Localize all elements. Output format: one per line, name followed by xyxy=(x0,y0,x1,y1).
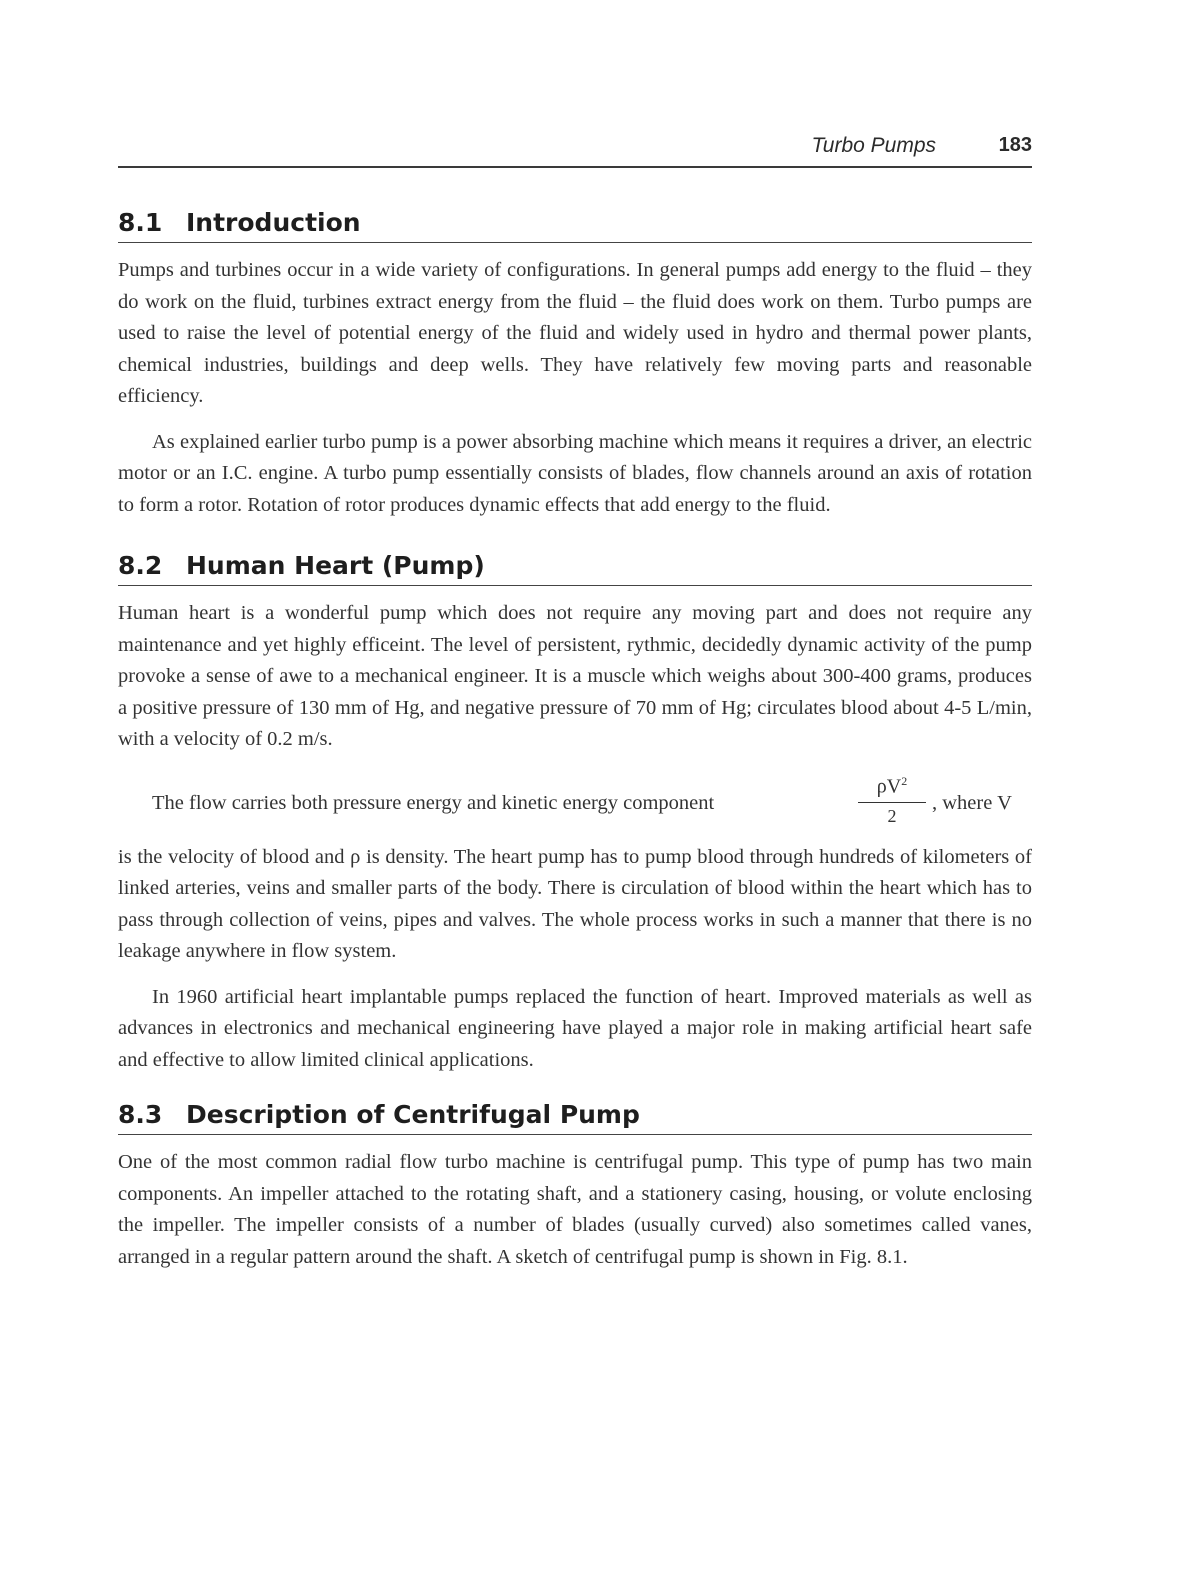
paragraph: One of the most common radial flow turbo machine is centrifugal pump. This type of pump has two main components. An impeller attached to the rotating shaft, and a stationery casing, housing, or volute enclosing the impeller. The impeller consists of a number of blades (usually curved) also sometimes called vanes, arranged in a regular pattern around the shaft. A sketch of centrifugal pump is shown in Fig. 8.1. xyxy=(118,1151,1032,1268)
running-header xyxy=(118,130,1032,168)
book-page xyxy=(118,130,1032,1273)
section-number: 8.2 xyxy=(118,551,163,580)
fraction-denominator: 2 xyxy=(887,806,897,827)
paragraph: As explained earlier turbo pump is a power absorbing machine which means it requires a driver, an electric motor or an I.C. engine. A turbo pump essentially consists of blades, flow channels around an axis of rotation to form a rotor. Rotation of rotor produces dynamic effects that add energy to the fluid. xyxy=(118,430,1032,516)
formula-line xyxy=(118,768,1032,834)
paragraph: Pumps and turbines occur in a wide variety of configurations. In general pumps add energy to the fluid – they do work on the fluid, turbines extract energy from the fluid – the fluid does work on them. Turbo pumps are used to raise the level of potential energy of the fluid and widely used in hydro and thermal power plants, chemical industries, buildings and deep wells. They have relatively few moving parts and reasonable efficiency. xyxy=(118,259,1032,407)
formula-lead-text: The flow carries both pressure energy and kinetic energy component xyxy=(152,791,715,814)
fraction-exponent: 2 xyxy=(901,773,908,788)
fraction-numerator: $\rho V^2$ xyxy=(876,773,908,798)
section-heading-introduction xyxy=(118,208,1032,243)
section-heading-centrifugal-pump xyxy=(118,1100,1032,1135)
paragraph: is the velocity of blood and ρ is density. The heart pump has to pump blood through hundreds of kilometers of linked arteries, veins and smaller parts of the body. There is circulation of blood within the heart which has to pass through collection of veins, pipes and valves. The whole process works in such a manner that there is no leakage anywhere in flow system. xyxy=(118,845,1032,962)
paragraph: Human heart is a wonderful pump which does not require any moving part and does not require any maintenance and yet highly efficeint. The level of persistent, rythmic, decidedly dynamic activity of the pump provoke a sense of awe to a mechanical engineer. It is a muscle which weighs about 300-400 grams, produces a positive pressure of 130 mm of Hg, and negative pressure of 70 mm of Hg; circulates blood about 4-5 L/min, with a velocity of 0.2 m/s. xyxy=(118,602,1032,750)
page-number: 183 xyxy=(998,134,1032,156)
fraction-bar xyxy=(858,802,926,803)
section-heading-human-heart xyxy=(118,551,1032,586)
section-title: Introduction xyxy=(186,208,361,237)
running-title: Turbo Pumps xyxy=(811,134,936,157)
section-title: Description of Centrifugal Pump xyxy=(186,1100,640,1129)
kinetic-energy-fraction xyxy=(858,768,926,828)
formula-trailing-text: , where V xyxy=(932,791,1012,814)
section-title: Human Heart (Pump) xyxy=(186,551,485,580)
paragraph: In 1960 artificial heart implantable pumps replaced the function of heart. Improved materials as well as advances in electronics and mechanical engineering have played a major role in making artificial heart safe and effective to allow limited clinical applications. xyxy=(118,985,1032,1071)
section-number: 8.1 xyxy=(118,208,163,237)
section-number: 8.3 xyxy=(118,1100,163,1129)
